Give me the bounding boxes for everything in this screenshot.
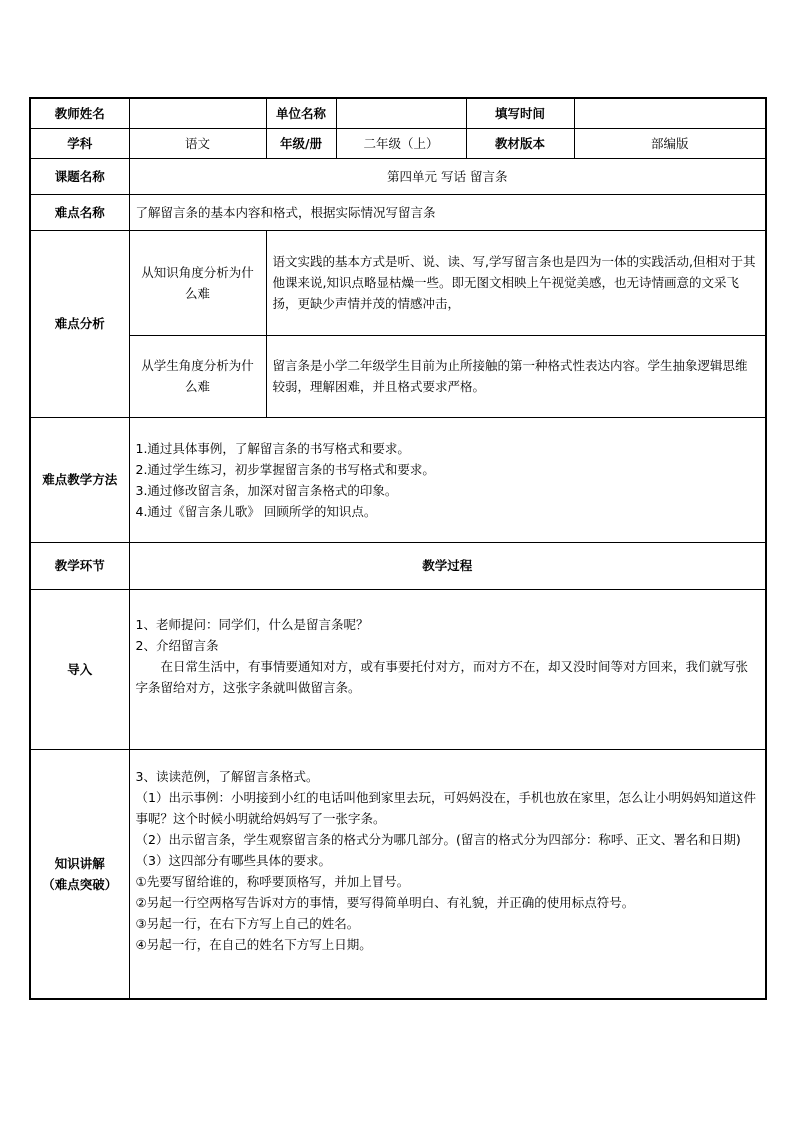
intro-line: 2、介绍留言条 — [135, 637, 219, 653]
info-row-2 — [30, 128, 766, 158]
knowledge-angle-text: 语文实践的基本方式是听、说、读、写,学写留言条也是四为一体的实践活动,但相对于其他课来说,知识点略显枯燥一些。即无图文相映上午视觉美感，也无诗情画意的文采飞扬，更缺少声情并茂的情感冲击， — [266, 230, 766, 335]
teacher-name-value — [129, 98, 266, 128]
method-item: 1.通过具体事例，了解留言条的书写格式和要求。 — [135, 440, 410, 456]
unit-name-value — [336, 98, 466, 128]
topic-row — [30, 158, 766, 194]
intro-row — [30, 589, 766, 749]
knowledge-line: ④另起一行，在自己的姓名下方写上日期。 — [135, 936, 372, 952]
knowledge-label-cell — [30, 749, 129, 999]
methods-label: 难点教学方法 — [30, 417, 129, 542]
fill-date-label: 填写时间 — [466, 98, 574, 128]
knowledge-angle-label: 从知识角度分析为什么难 — [129, 230, 266, 335]
difficulty-label: 难点名称 — [30, 194, 129, 230]
knowledge-row — [30, 749, 766, 999]
edition-label: 教材版本 — [466, 128, 574, 158]
difficulty-value: 了解留言条的基本内容和格式，根据实际情况写留言条 — [129, 194, 766, 230]
knowledge-line: （3）这四部分有哪些具体的要求。 — [135, 852, 331, 868]
difficulty-row — [30, 194, 766, 230]
analysis-label: 难点分析 — [30, 230, 129, 417]
method-item: 4.通过《留言条儿歌》 回顾所学的知识点。 — [135, 503, 377, 519]
unit-name-label: 单位名称 — [266, 98, 336, 128]
topic-label: 课题名称 — [30, 158, 129, 194]
knowledge-line: ③另起一行，在右下方写上自己的姓名。 — [135, 915, 360, 931]
method-item: 3.通过修改留言条，加深对留言条格式的印象。 — [135, 482, 398, 498]
student-angle-text: 留言条是小学二年级学生目前为止所接触的第一种格式性表达内容。学生抽象逻辑思维较弱，理解困难，并且格式要求严格。 — [266, 335, 766, 417]
methods-row — [30, 417, 766, 542]
knowledge-line: （2）出示留言条，学生观察留言条的格式分为哪几部分。(留言的格式分为四部分：称呼、正文、署名和日期) — [135, 831, 741, 847]
knowledge-sublabel: （难点突破） — [42, 876, 118, 892]
knowledge-line: ①先要写留给谁的，称呼要顶格写，并加上冒号。 — [135, 873, 410, 889]
edition-value: 部编版 — [574, 128, 766, 158]
student-angle-label: 从学生角度分析为什么难 — [129, 335, 266, 417]
topic-value: 第四单元 写话 留言条 — [129, 158, 766, 194]
subject-label: 学科 — [30, 128, 129, 158]
knowledge-line: （1）出示事例：小明接到小红的电话叫他到家里去玩，可妈妈没在，手机也放在家里，怎么让小明妈妈知道这件事呢？这个时候小明就给妈妈写了一张字条。 — [135, 789, 756, 826]
stage-header: 教学环节 — [30, 542, 129, 589]
intro-content — [129, 589, 766, 749]
grade-value: 二年级（上） — [336, 128, 466, 158]
intro-label: 导入 — [30, 589, 129, 749]
analysis-row-student — [30, 335, 766, 417]
grade-label: 年级/册 — [266, 128, 336, 158]
fill-date-value — [574, 98, 766, 128]
subject-value: 语文 — [129, 128, 266, 158]
knowledge-line: 3、读读范例，了解留言条格式。 — [135, 768, 319, 784]
analysis-row-knowledge — [30, 230, 766, 335]
teacher-name-label: 教师姓名 — [30, 98, 129, 128]
methods-content — [129, 417, 766, 542]
process-header-row — [30, 542, 766, 589]
process-header: 教学过程 — [129, 542, 766, 589]
lesson-plan-table — [29, 97, 767, 1000]
info-row-1 — [30, 98, 766, 128]
knowledge-label: 知识讲解 — [54, 855, 105, 871]
lesson-plan-page — [29, 97, 765, 1000]
method-item: 2.通过学生练习，初步掌握留言条的书写格式和要求。 — [135, 461, 435, 477]
knowledge-content — [129, 749, 766, 999]
intro-line: 1、老师提问：同学们，什么是留言条呢？ — [135, 616, 369, 632]
knowledge-line: ②另起一行空两格写告诉对方的事情，要写得简单明白、有礼貌，并正确的使用标点符号。 — [135, 894, 635, 910]
intro-paragraph: 在日常生活中，有事情要通知对方，或有事要托付对方，而对方不在，却又没时间等对方回来，我们就写张字条留给对方，这张字条就叫做留言条。 — [135, 658, 749, 695]
